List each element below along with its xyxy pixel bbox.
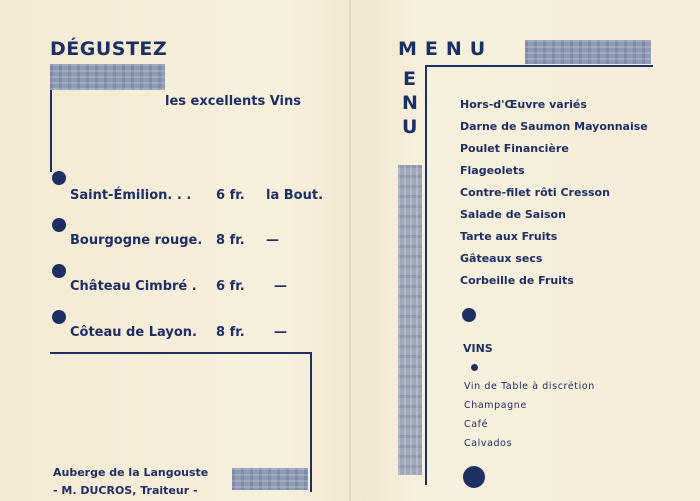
bullet-dot	[52, 171, 66, 185]
wine-item	[70, 233, 279, 248]
wine-item	[70, 325, 287, 340]
dish-item: Poulet Financière	[460, 142, 569, 155]
dish-item: Hors-d'Œuvre variés	[460, 98, 587, 111]
dish-item: Salade de Saison	[460, 208, 566, 221]
wine-price: 6 fr.	[216, 188, 245, 203]
footer-caterer: - M. DUCROS, Traiteur -	[53, 484, 198, 497]
left-right-vertical-rule	[310, 352, 312, 492]
dish-item: Corbeille de Fruits	[460, 274, 574, 287]
dish-item: Tarte aux Fruits	[460, 230, 558, 243]
bullet-dot	[52, 264, 66, 278]
wine-unit: —	[274, 279, 287, 294]
wave-ornament-left-top	[50, 64, 165, 90]
wine-unit: la Bout.	[266, 188, 324, 203]
dish-item: Darne de Saumon Mayonnaise	[460, 120, 648, 133]
drink-item: Calvados	[464, 438, 513, 449]
page-fold	[349, 0, 351, 501]
wave-ornament-left-bottom	[232, 468, 308, 490]
menu-heading: MENU	[398, 38, 494, 60]
dish-item: Gâteaux secs	[460, 252, 543, 265]
wine-unit: —	[266, 233, 279, 248]
bullet-dot	[462, 308, 476, 322]
bullet-dot-small	[471, 364, 478, 371]
wine-name: Bourgogne rouge.	[70, 233, 203, 248]
drink-item: Café	[464, 419, 489, 430]
wine-item	[70, 279, 287, 294]
bullet-dot-large	[463, 466, 485, 488]
drink-item: Vin de Table à discrétion	[464, 381, 595, 392]
wine-name: Saint-Émilion. . .	[70, 188, 192, 203]
wine-price: 8 fr.	[216, 325, 245, 340]
drinks-heading: VINS	[463, 342, 493, 355]
dish-item: Contre-filet rôti Cresson	[460, 186, 610, 199]
dish-item: Flageolets	[460, 164, 525, 177]
drink-item: Champagne	[464, 400, 527, 411]
menu-vertical-letter: N	[402, 92, 418, 114]
wine-tagline: les excellents Vins	[165, 94, 302, 109]
wave-ornament-right-top	[525, 40, 651, 64]
menu-vertical-letter: U	[402, 116, 418, 138]
wine-price: 8 fr.	[216, 233, 245, 248]
bullet-dot	[52, 218, 66, 232]
wine-price: 6 fr.	[216, 279, 245, 294]
wine-name: Côteau de Layon.	[70, 325, 197, 340]
right-top-rule	[425, 65, 653, 67]
wine-name: Château Cimbré .	[70, 279, 197, 294]
left-vertical-rule	[50, 90, 52, 172]
left-title: DÉGUSTEZ	[50, 38, 168, 60]
footer-inn-name: Auberge de la Langouste	[53, 466, 209, 479]
left-horizontal-rule	[50, 352, 312, 354]
bullet-dot	[52, 310, 66, 324]
menu-vertical-letter: E	[403, 68, 416, 90]
wave-ornament-vertical	[398, 165, 422, 475]
wine-unit: —	[274, 325, 287, 340]
wine-item	[70, 188, 323, 203]
right-vertical-rule	[425, 65, 427, 485]
